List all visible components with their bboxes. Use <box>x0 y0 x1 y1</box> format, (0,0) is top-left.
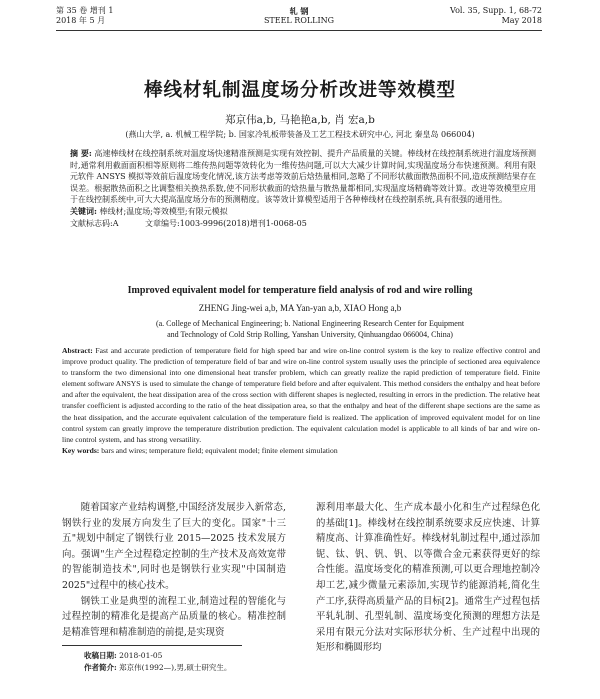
english-affiliation-line2: and Technology of Cold Strip Rolling, Yanshan University, Qinhuangdao 066004, China) <box>167 330 453 339</box>
body-column-right <box>316 500 540 656</box>
keywords-label: 关键词: <box>70 205 97 216</box>
received-label: 收稿日期: <box>84 651 117 660</box>
chinese-abstract <box>70 148 536 229</box>
journal-name-cn: 轧 钢 <box>289 6 309 16</box>
abstract-label: 摘 要: <box>70 148 92 158</box>
footnote-rule <box>62 645 242 646</box>
english-title: Improved equivalent model for temperature field analysis of rod and wire rolling <box>127 285 473 296</box>
footnote <box>84 650 231 674</box>
english-affiliation <box>110 318 510 340</box>
body-column-left <box>62 500 286 640</box>
english-affiliation-line1: (a. College of Mechanical Engineering; b. National Engineering Research Center for Equipment <box>155 319 465 328</box>
en-abstract-text: Fast and accurate prediction of temperature field for high speed bar and wire on-line control system is the key to realize effective control and improve product quality. The prediction of temperature field of bar and wire on-line control system usually uses the principle of sectioned area equivalence to transform the two dimensional into one dimensional heat transfer problem, which can greatly realize the rapid prediction of temperature field. Finite element software ANSYS is used to simulate the change of temperature field before and after equivalent. This method considers the enthalpy and heat before and after the equivalent, the heat dissipation area of the cross section with different shapes is neglected, resulting in errors in the prediction. The relative heat transfer coefficient is adjusted according to the ratio of the heat dissipation area, so that the enthalpy and heat of the different shape sections are the same as the heat dissipation, and the accurate equivalent calculation of the temperature field is realized. The application of improved equivalent model for on line control system can greatly improve the temperature distribution prediction. The equivalent calculation model is applicable to all kinds of bar and wire on-line control system, and has strong versatility. <box>62 346 541 444</box>
en-abstract-label: Abstract: <box>62 346 93 355</box>
affiliation: (燕山大学, a. 机械工程学院; b. 国家冷轧板带装备及工艺工程技术研究中心, 河北 秦皇岛 066004) <box>125 130 475 139</box>
author-bio: 郑京伟(1992—),男,硕士研究生。 <box>119 663 232 672</box>
article-meta <box>70 218 536 230</box>
journal-name-en: STEEL ROLLING <box>263 16 335 25</box>
header-volume-issue: 第 35 卷 增刊 1 <box>56 6 114 15</box>
header-date-cn: 2018 年 5 月 <box>56 16 106 25</box>
keywords-text: 棒线材;温度场;等效模型;有限元模拟 <box>99 206 228 216</box>
paragraph: 钢铁工业是典型的流程工业,制造过程的智能化与过程控制的精准化是提高产品质量的核心。精准控制是精准管理和精准制造的前提,是实现资 <box>62 595 286 638</box>
en-keywords-text: bars and wires; temperature field; equivalent model; finite element simulation <box>101 445 338 455</box>
paragraph: 随着国家产业结构调整,中国经济发展步入新常态,钢铁行业的发展方向发生了巨大的变化。国家"十三五"规划中制定了钢铁行业 2015—2025 技术发展方向。强调"生产全过程稳定控制的生产技术及高效宽带的智能制造技术",同时也是钢铁行业实现"中国制造 2025"过程中的核心技术。 <box>62 502 286 591</box>
header-rule <box>56 30 542 31</box>
english-authors: ZHENG Jing-wei a,b, MA Yan-yan a,b, XIAO Hong a,b <box>198 303 402 313</box>
clc-code: 文献标志码:A <box>70 218 119 228</box>
header-date-en: May 2018 <box>501 16 542 25</box>
header-vol-en <box>450 6 542 26</box>
paragraph: 源利用率最大化、生产成本最小化和生产过程绿色化的基础[1]。棒线材在线控制系统要求反应快速、计算精度高、计算准确性好。棒线材轧制过程中,通过添加铌、钛、钒、钒、钒、以等微合金元素获得更好的综合性能。温度场变化的精准预测,可以更合理地控制冷却工艺,减少微量元素添加,实现节约能源消耗,简化生产工序,获得高质量产品的目标[2]。通常生产过程包括平轧轧制、孔型轧制、温度场变化预测的理想方法是采用有限元分法对实际形状分析、生产过程中出现的矩形和椭圆形均 <box>316 502 540 654</box>
article-number: 文章编号:1003-9996(2018)增刊1-0068-05 <box>145 218 307 228</box>
paper-title: 棒线材轧制温度场分析改进等效模型 <box>143 80 456 101</box>
header-volume-en: Vol. 35, Supp. 1, 68-72 <box>450 6 542 15</box>
en-keywords-label: Key words: <box>62 445 100 455</box>
english-abstract <box>62 345 540 456</box>
author-bio-label: 作者简介: <box>84 663 117 672</box>
running-header <box>56 6 542 32</box>
abstract-text: 高速棒线材在线控制系统对温度场快速精准预测是实现有效控制、提升产品质量的关键。棒线材在线控制系统进行温度场预测时,通常利用截面面积相等原则将二维传热问题等效转化为一维传热问题,可以大大减少计算时间,实现温度场分布快速预测。利用有限元软件 ANSYS 模拟等效前后温度场变化情况,该方法考虑等效前后焓热量相同,忽略了不同形状截面散热面积不同,造成预测结果存在误差。根据散热面积之比调整相关换热系数,使不同形状截面的焓热量与散热量都相同,实现温度场精确等效计算。改进等效模型应用于在线控制系统中,可大大提高温度场分布的预测精度。该等效计算模型适用于各种棒线材在线控制系统,具有很强的通用性。 <box>70 149 536 205</box>
author-list: 郑京伟a,b, 马艳艳a,b, 肖 宏a,b <box>225 114 375 126</box>
received-date: 2018-01-05 <box>119 651 163 660</box>
